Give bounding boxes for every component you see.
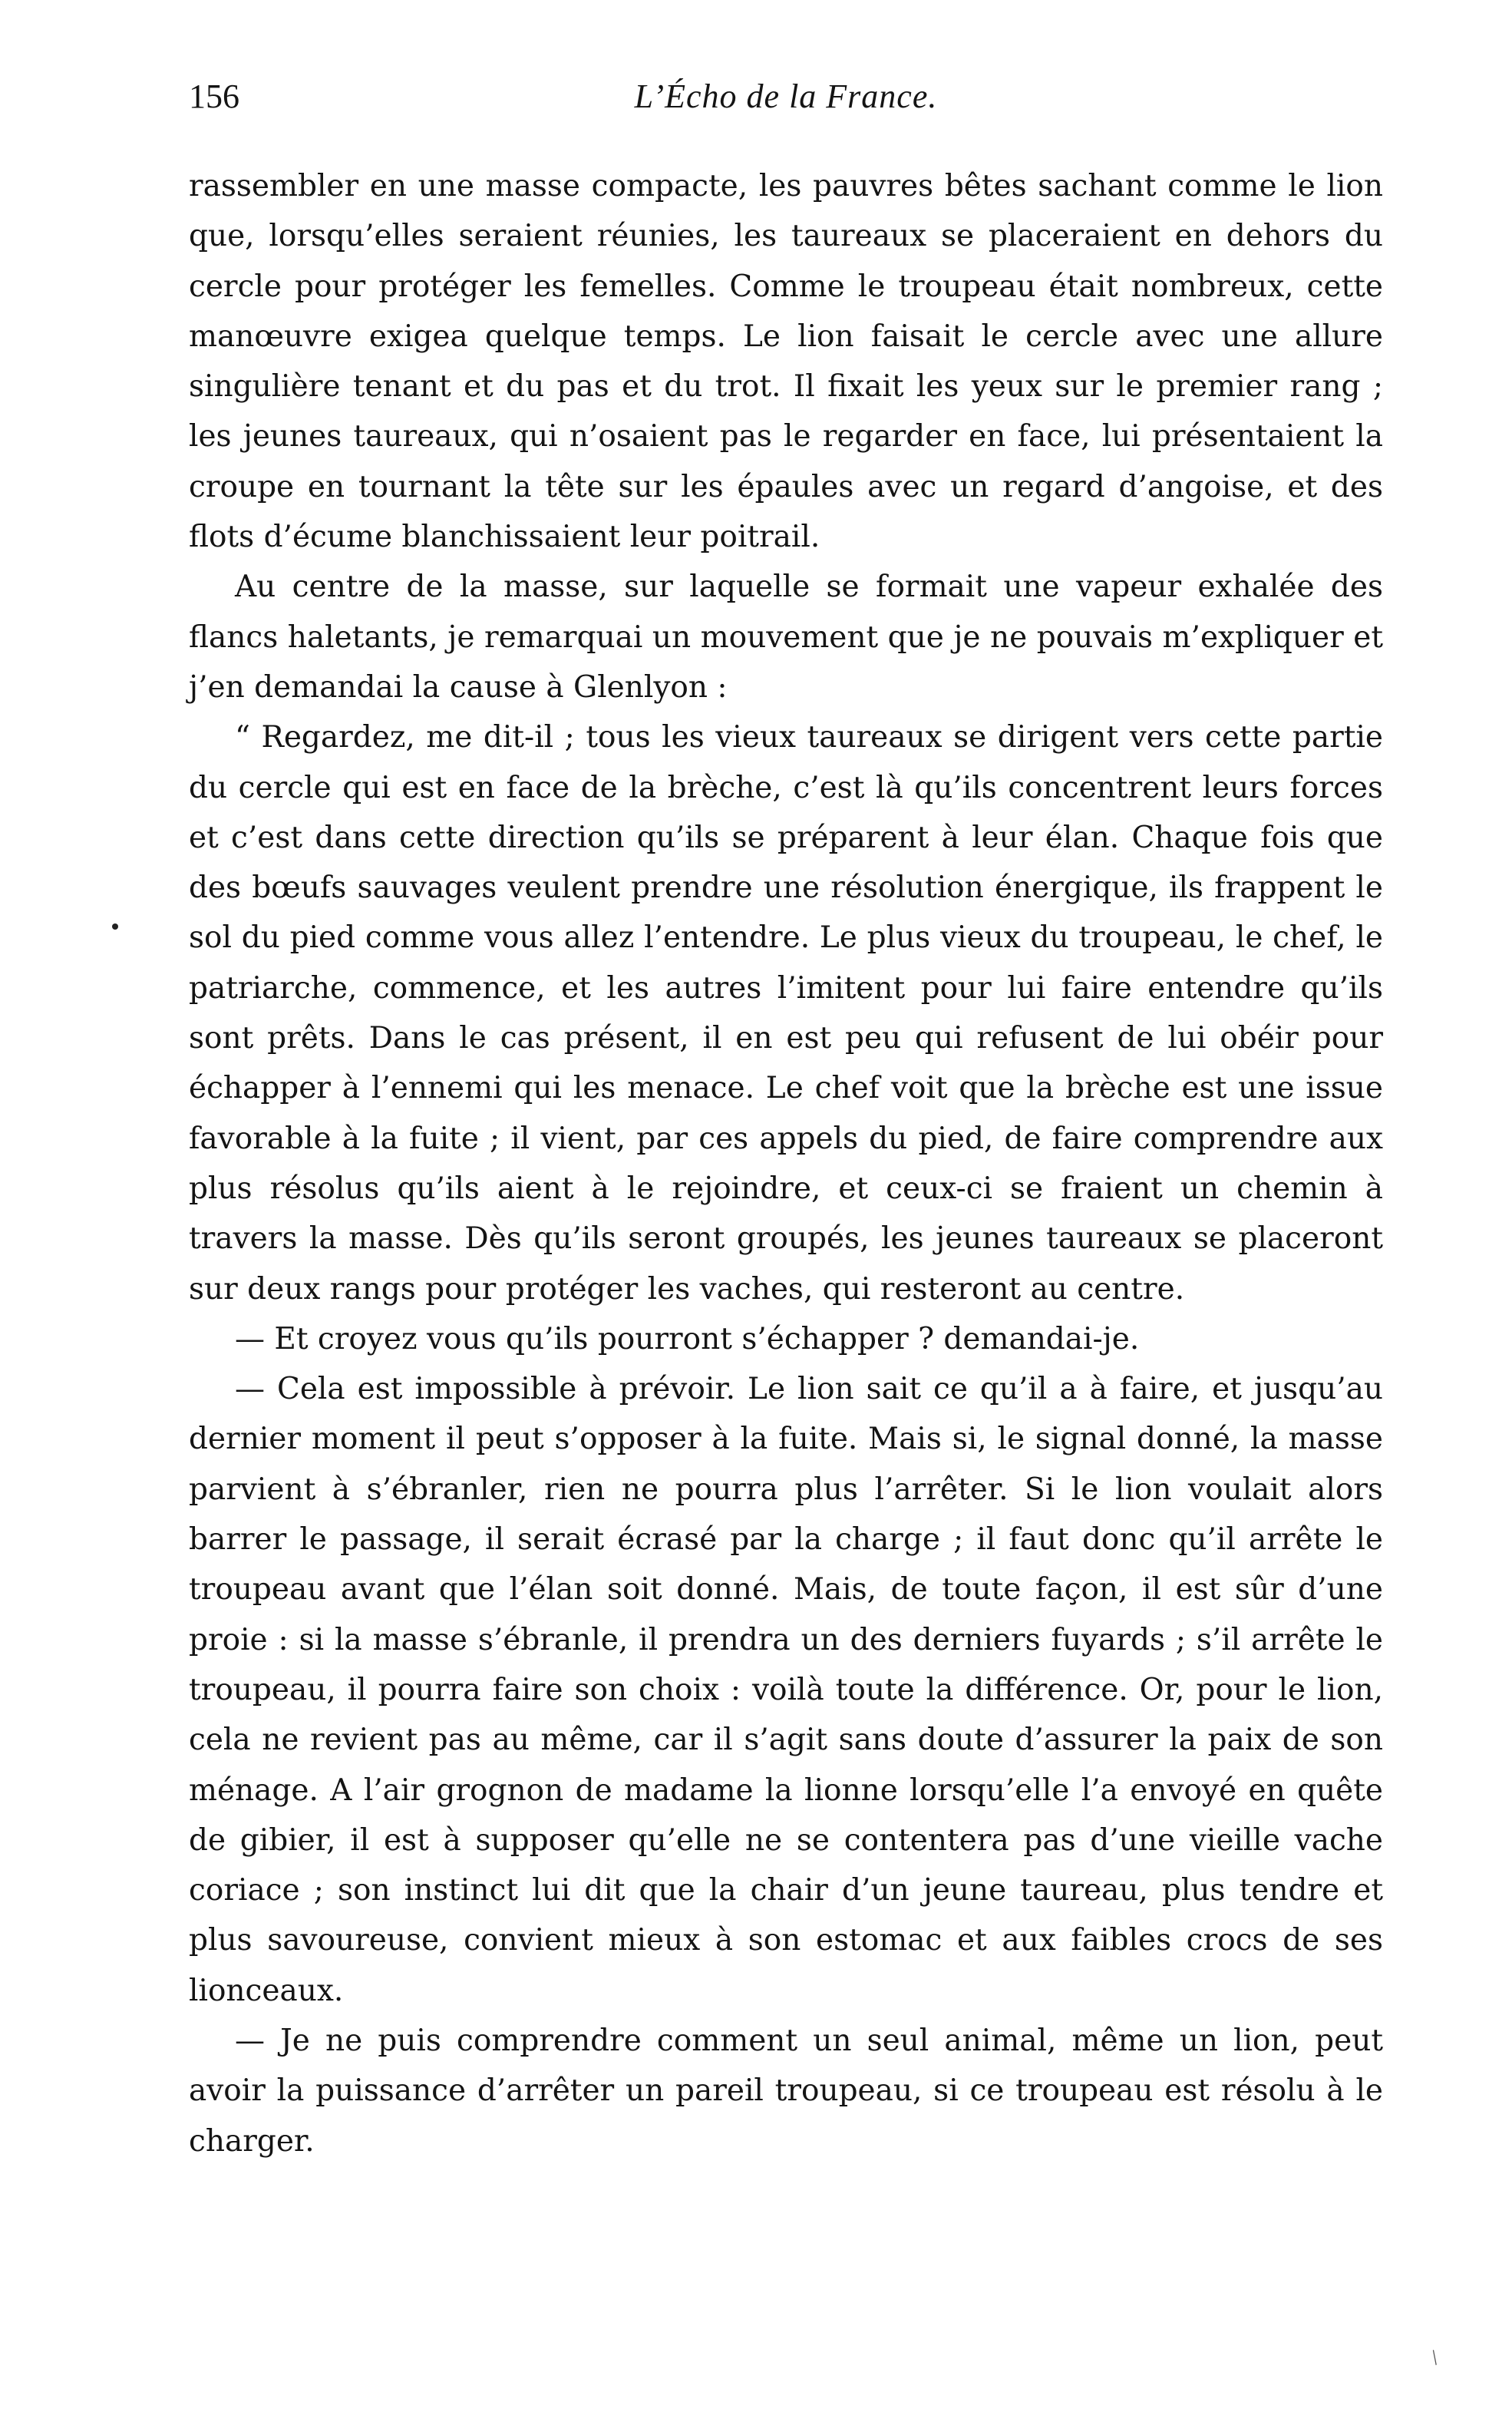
- running-head: [189, 77, 1383, 138]
- paragraph: Au centre de la masse, sur laquelle se formait une vapeur exhalée des flancs haletants, je remarquai un mouvement que je ne pouvais m’expliquer et j’en demandai la cause à Glenlyon :: [189, 570, 1383, 705]
- margin-speck: [112, 923, 118, 930]
- paragraph-continuation: rassembler en une masse compacte, les pauvres bêtes sachant comme le lion que, lorsqu’elles seraient réunies, les taureaux se placeraient en dehors du cercle pour protéger les femelles. Comme le troupeau était nombreux, cette manœuvre exigea quelque temps. Le lion faisait le cercle avec une allure singulière tenant et du pas et du trot. Il fixait les yeux sur le premier rang ; les jeunes taureaux, qui n’osaient pas le regarder en face, lui présentaient la croupe en tournant la tête sur les épaules avec un regard d’angoise, et des flots d’écume blanchissaient leur poitrail.: [189, 169, 1383, 555]
- corner-tick-mark: /: [1426, 2346, 1444, 2370]
- journal-title: L’Écho de la France.: [634, 78, 938, 115]
- paragraph-dialogue: — Et croyez vous qu’ils pourront s’échapper ? demandai-je.: [235, 1321, 1140, 1356]
- body-text: [189, 161, 1383, 2166]
- paragraph-quote: “ Regardez, me dit-il ; tous les vieux taureaux se dirigent vers cette partie du cercle qui est en face de la brèche, c’est là qu’ils concentrent leurs forces et c’est dans cette direction qu’ils se préparent à leur élan. Chaque fois que des bœufs sauvages veulent prendre une résolution énergique, ils frappent le sol du pied comme vous allez l’entendre. Le plus vieux du troupeau, le chef, le patriarche, commence, et les autres l’imitent pour lui faire entendre qu’ils sont prêts. Dans le cas présent, il en est peu qui refusent de lui obéir pour échapper à l’ennemi qui les menace. Le chef voit que la brèche est une issue favorable à la fuite ; il vient, par ces appels du pied, de faire comprendre aux plus résolus qu’ils aient à le rejoindre, et ceux-ci se fraient un chemin à travers la masse. Dès qu’ils seront groupés, les jeunes taureaux se placeront sur deux rangs pour protéger les vaches, qui resteront au centre.: [189, 720, 1383, 1307]
- paragraph-dialogue: — Je ne puis comprendre comment un seul animal, même un lion, peut avoir la puissance d’arrêter un pareil troupeau, si ce troupeau est résolu à le charger.: [189, 2023, 1383, 2159]
- paragraph-dialogue: — Cela est impossible à prévoir. Le lion sait ce qu’il a à faire, et jusqu’au dernier moment il peut s’opposer à la fuite. Mais si, le signal donné, la masse parvient à s’ébranler, rien ne pourra plus l’arrêter. Si le lion voulait alors barrer le passage, il serait écrasé par la charge ; il faut donc qu’il arrête le troupeau avant que l’élan soit donné. Mais, de toute façon, il est sûr d’une proie : si la masse s’ébranle, il prendra un des derniers fuyards ; s’il arrête le troupeau, il pourra faire son choix : voilà toute la différence. Or, pour le lion, cela ne revient pas au même, car il s’agit sans doute d’assurer la paix de son ménage. A l’air grognon de madame la lionne lorsqu’elle l’a envoyé en quête de gibier, il est à supposer qu’elle ne se contentera pas d’une vieille vache coriace ; son instinct lui dit que la chair d’un jeune taureau, plus tendre et plus savoureuse, convient mieux à son estomac et aux faibles crocs de ses lionceaux.: [189, 1372, 1383, 2008]
- page-number: 156: [189, 78, 239, 115]
- book-page: [189, 77, 1383, 2166]
